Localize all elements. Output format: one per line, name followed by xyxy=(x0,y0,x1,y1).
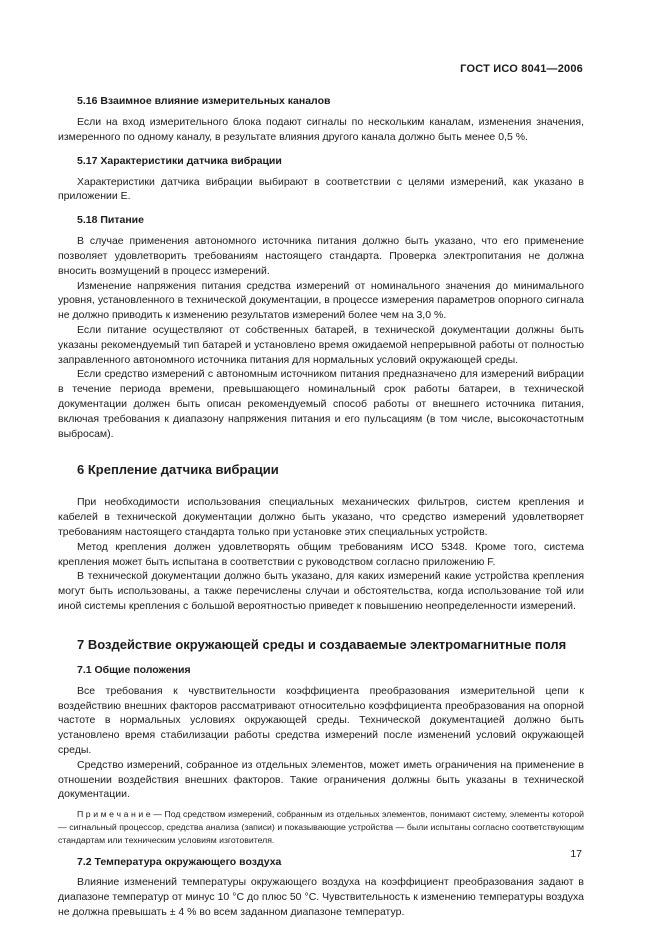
section-7-1-note: П р и м е ч а н и е — Под средством измерений, собранным из отдельных элементов, понимают систему, элементы которой — сигнальный процессор, средства анализа (записи) и показывающие устройства — были испытаны согласно соответствующим стандартам или техническим условиям изготовителя. xyxy=(58,809,584,846)
page-number: 17 xyxy=(570,848,582,860)
section-5-18-heading: 5.18 Питание xyxy=(77,214,144,227)
section-5-18-paragraph-1: В случае применения автономного источника питания должно быть указано, что его применение позволяет удовлетворить требованиям настоящего стандарта. Проверка электропитания не должна вносить возмущений в процесс измерений. xyxy=(58,235,584,277)
section-7-2-heading: 7.2 Температура окружающего воздуха xyxy=(77,856,282,869)
section-7-2-paragraph: Влияние изменений температуры окружающего воздуха на коэффициент преобразования задают в диапазоне температур от минус 10 °C до плюс 50 °C. Чувствительность к изменению температуры воздуха не должна превышать ± 4 % во всем заданном диапазоне температур. xyxy=(58,876,584,918)
section-5-17-heading: 5.17 Характеристики датчика вибрации xyxy=(77,154,282,167)
section-5-17-paragraph: Характеристики датчика вибрации выбирают в соответствии с целями измерений, как указано в приложении Е. xyxy=(58,175,584,203)
section-5-16-heading: 5.16 Взаимное влияние измерительных каналов xyxy=(77,95,331,107)
section-6-paragraph-1: При необходимости использования специальных механических фильтров, систем крепления и кабелей в технической документации должно быть указано, что средство измерений удовлетворяет требованиям настоящего стандарта только при установке этих специальных устройств. xyxy=(58,496,584,538)
section-5-18-paragraph-2: Изменение напряжения питания средства измерений от номинального значения до минимального уровня, установленного в технической документации, в процессе измерения параметров опорного сигнала не должно приводить к изменению результатов измерений более чем на 3,0 %. xyxy=(58,279,584,322)
section-6-paragraph-2: Метод крепления должен удовлетворять общим требованиям ИСО 5348. Кроме того, система крепления может быть испытана в соответствии с руководством согласно приложению F. xyxy=(58,540,584,568)
section-7-1-heading: 7.1 Общие положения xyxy=(77,663,191,676)
section-5-18-paragraph-4: Если средство измерений с автономным источником питания предназначено для измерений вибрации в течение периода времени, превышающего номинальный срок работы батареи, в технической документации должен быть описан рекомендуемый способ работы от внешнего источника питания, включая требования к диапазону напряжения питания и его пульсациям (в том числе, высокочастотным выбросам). xyxy=(58,368,584,440)
section-7-1-paragraph-2: Средство измерений, собранное из отдельных элементов, может иметь ограничения на применение в отношении воздействия внешних факторов. Такие ограничения должны быть указаны в технической документации. xyxy=(58,758,584,801)
section-6-heading: 6 Крепление датчика вибрации xyxy=(77,462,279,478)
section-5-18-paragraph-3: Если питание осуществляют от собственных батарей, в технической документации должны быть указаны рекомендуемый тип батарей и установлено время ожидаемой непрерывной работы от полностью заправленного автономного источника питания для нормальных условий окружающей среды. xyxy=(58,323,584,366)
section-7-1-paragraph-1: Все требования к чувствительности коэффициента преобразования измерительной цепи к воздействию внешних факторов рассматривают относительно коэффициента преобразования на опорной частоте в нормальных условиях окружающей среды. Технической документацией должно быть установлено время стабилизации работы средства измерений после изменений условий окружающей среды. xyxy=(58,684,584,756)
document-header: ГОСТ ИСО 8041—2006 xyxy=(460,63,583,75)
section-6-paragraph-3: В технической документации должно быть указано, для каких измерений какие устройства крепления могут быть использованы, а также перечислены случаи и обстоятельства, когда использование той или иной системы крепления с большой вероятностью приведет к повышению неопределенности измерений. xyxy=(58,570,584,612)
document-body xyxy=(58,94,584,919)
section-5-16-paragraph: Если на вход измерительного блока подают сигналы по нескольким каналам, изменения значения, измеренного по одному каналу, в результате влияния другого канала должно быть менее 0,5 %. xyxy=(58,116,584,143)
section-7-heading: 7 Воздействие окружающей среды и создаваемые электромагнитные поля xyxy=(77,636,567,652)
